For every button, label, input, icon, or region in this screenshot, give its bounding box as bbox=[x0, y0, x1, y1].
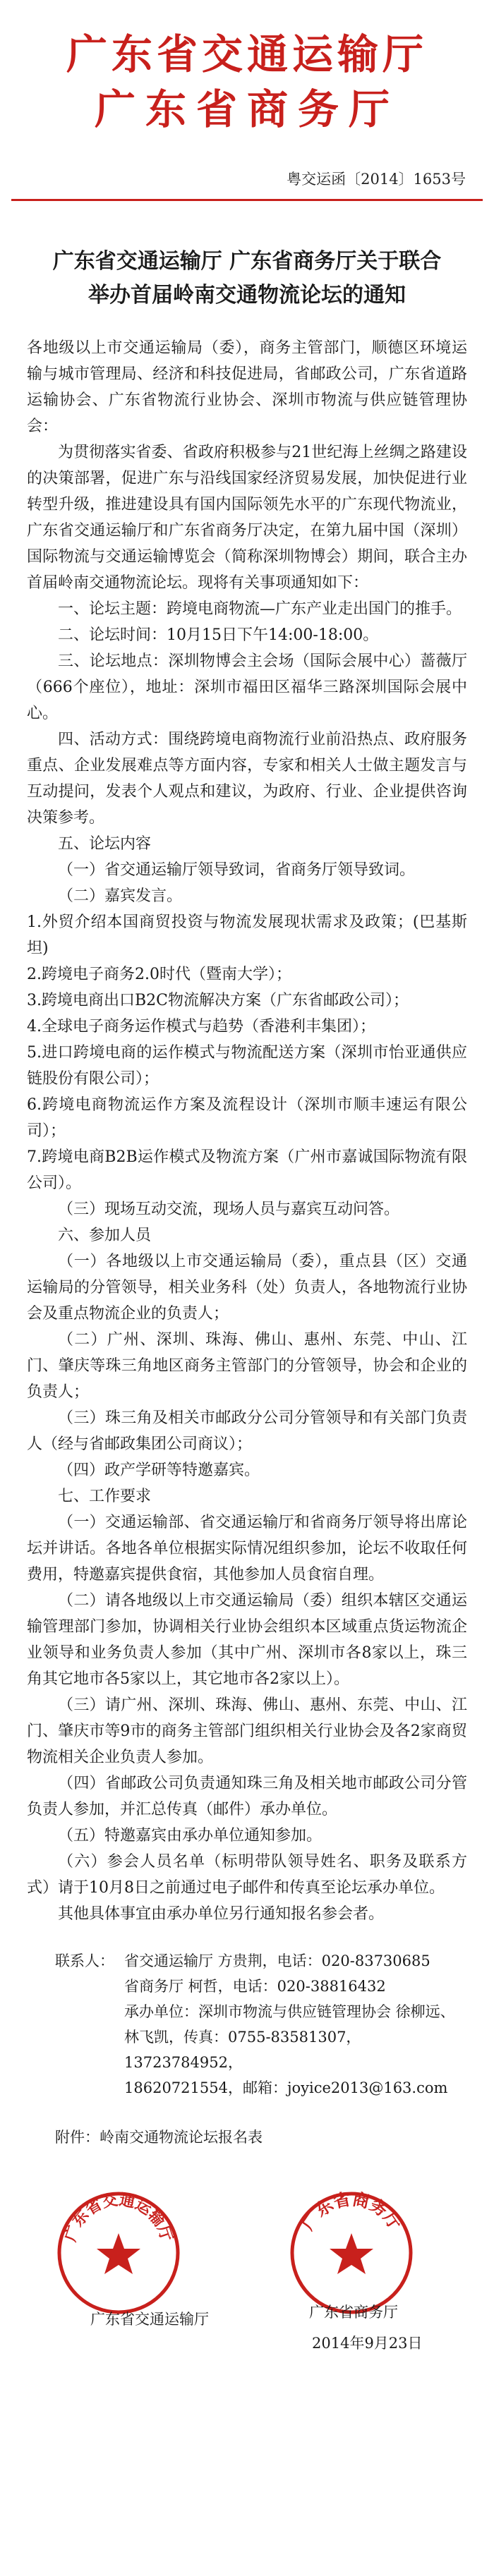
red-divider-line bbox=[11, 199, 483, 201]
section-participants-heading: 六、参加人员 bbox=[58, 1227, 152, 1244]
contact-transport: 省交通运输厅 方贵荆，电话：020-83730685 bbox=[124, 1952, 430, 1969]
commerce-seal-stamp bbox=[288, 2189, 415, 2316]
contacts-block bbox=[27, 1948, 467, 2101]
participants-item-1: （一）各地级以上市交通运输局（委），重点县（区）交通运输局的分管领导，相关业务科（处）负责人，各地物流行业协会及重点物流企业的负责人； bbox=[27, 1253, 467, 1323]
document-header bbox=[0, 0, 494, 137]
contact-organizer-fax: 林飞凯，传真：0755-83581307，13723784952， bbox=[124, 2029, 361, 2071]
issue-date: 2014年9月23日 bbox=[312, 2335, 423, 2352]
talk-item: 4.全球电子商务运作模式与趋势（香港利丰集团）； bbox=[27, 1018, 375, 1035]
intro-paragraph: 为贯彻落实省委、省政府积极参与21世纪海上丝绸之路建设的决策部署，促进广东与沿线国家经济贸易发展，加快促进行业转型升级，推进建设具有国内国际领先水平的广东现代物流业，广东省交通运输厅和广东省商务厅决定，在第九届中国（深圳）国际物流与交通运输博览会（简称深圳物博会）期间，联合主办首届岭南交通物流论坛。现将有关事项通知如下： bbox=[27, 444, 467, 592]
talk-item: 1.外贸介绍本国商贸投资与物流发展现状需求及政策；(巴基斯坦) bbox=[27, 913, 467, 957]
requirement-item-2: （二）请各地级以上市交通运输局（委）组织本辖区交通运输管理部门参加，协调相关行业协会组织本区域重点货运物流企业领导和业务负责人参加（其中广州、深圳市各8家以上，珠三角其它地市各5家以上，其它地市各2家以上）。 bbox=[27, 1592, 467, 1688]
talk-item: 6.跨境电商物流运作方案及流程设计（深圳市顺丰速运有限公司）； bbox=[27, 1096, 467, 1140]
seal-text: 广东省商务厅 bbox=[297, 2189, 406, 2234]
talk-item: 5.进口跨境电商的运作模式与物流配送方案（深圳市怡亚通供应链股份有限公司）； bbox=[27, 1044, 467, 1088]
signature-commerce: 广东省商务厅 bbox=[309, 2304, 398, 2321]
document-number: 粤交运函〔2014〕1653号 bbox=[287, 171, 466, 188]
requirement-item-1: （一）交通运输部、省交通运输厅和省商务厅领导将出席论坛并讲话。各地各单位根据实际情况组织参加，论坛不收取任何费用，特邀嘉宾提供食宿，其他参加人员食宿自理。 bbox=[27, 1514, 467, 1584]
talk-item: 3.跨境电商出口B2C物流解决方案（广东省邮政公司）； bbox=[27, 992, 409, 1009]
seal-block bbox=[0, 2175, 494, 2408]
contacts-label: 联系人： bbox=[55, 1952, 114, 1969]
closing-paragraph: 其他具体事宜由承办单位另行通知报名参会者。 bbox=[58, 1905, 385, 1923]
content-item-2: （二）嘉宾发言。 bbox=[58, 887, 183, 905]
requirement-item-4: （四）省邮政公司负责通知珠三角及相关地市邮政公司分管负责人参加，并汇总传真（邮件）承办单位。 bbox=[27, 1775, 467, 1818]
talk-item: 2.跨境电子商务2.0时代（暨南大学）； bbox=[27, 966, 291, 983]
contact-organizer-email: 18620721554，邮箱：joyice2013@163.com bbox=[124, 2079, 448, 2096]
talk-item: 7.跨境电商B2B运作模式及物流方案（广州市嘉诚国际物流有限公司）。 bbox=[27, 1148, 467, 1192]
contact-row bbox=[27, 1948, 467, 1974]
requirement-item-5: （五）特邀嘉宾由承办单位通知参加。 bbox=[58, 1827, 323, 1845]
signature-transport: 广东省交通运输厅 bbox=[90, 2311, 209, 2328]
section-venue: 三、论坛地点：深圳物博会主会场（国际会展中心）蔷薇厅（666个座位），地址：深圳市福田区福华三路深圳国际会展中心。 bbox=[27, 652, 467, 722]
document-title bbox=[37, 245, 457, 312]
section-theme: 一、论坛主题：跨境电商物流—广东产业走出国门的推手。 bbox=[58, 600, 462, 618]
content-item-3: （三）现场互动交流，现场人员与嘉宾互动问答。 bbox=[58, 1201, 400, 1218]
requirement-item-6: （六）参会人员名单（标明带队领导姓名、职务及联系方式）请于10月8日之前通过电子邮件和传真至论坛承办单位。 bbox=[27, 1853, 467, 1897]
content-item-1: （一）省交通运输厅领导致词，省商务厅领导致词。 bbox=[58, 861, 416, 879]
header-agency-commerce: 广东省商务厅 bbox=[94, 85, 399, 133]
title-line-2: 举办首届岭南交通物流论坛的通知 bbox=[88, 283, 406, 308]
contact-commerce: 省商务厅 柯哲，电话：020-38816432 bbox=[124, 1978, 386, 1995]
svg-text:广东省商务厅 bbox=[297, 2189, 406, 2234]
document-body bbox=[27, 335, 467, 1927]
transport-seal-stamp bbox=[55, 2189, 182, 2316]
header-agency-transport: 广东省交通运输厅 bbox=[66, 30, 428, 78]
attachment-note: 附件：岭南交通物流论坛报名表 bbox=[55, 2129, 263, 2146]
requirement-item-3: （三）请广州、深圳、珠海、佛山、惠州、东莞、中山、江门、肇庆市等9市的商务主管部门组织相关行业协会及各2家商贸物流相关企业负责人参加。 bbox=[27, 1696, 467, 1766]
participants-item-3: （三）珠三角及相关市邮政分公司分管领导和有关部门负责人（经与省邮政集团公司商议）； bbox=[27, 1409, 467, 1453]
section-content-heading: 五、论坛内容 bbox=[58, 835, 152, 853]
title-line-1: 广东省交通运输厅 广东省商务厅关于联合 bbox=[52, 249, 442, 274]
participants-item-2: （二）广州、深圳、珠海、佛山、惠州、东莞、中山、江门、肇庆等珠三角地区商务主管部门的分管领导，协会和企业的负责人； bbox=[27, 1331, 467, 1401]
contact-organizer: 承办单位：深圳市物流与供应链管理协会 徐柳远、 bbox=[124, 2003, 455, 2020]
seal-text: 广东省交通运输厅 bbox=[61, 2190, 176, 2244]
participants-item-4: （四）政产学研等特邀嘉宾。 bbox=[58, 1462, 260, 1479]
recipients: 各地级以上市交通运输局（委），商务主管部门，顺德区环境运输与城市管理局、经济和科技促进局，省邮政公司，广东省道路运输协会、广东省物流行业协会、深圳市物流与供应链管理协会： bbox=[27, 339, 467, 435]
section-requirements-heading: 七、工作要求 bbox=[58, 1488, 152, 1505]
section-format: 四、活动方式：围绕跨境电商物流行业前沿热点、政府服务重点、企业发展难点等方面内容，专家和相关人士做主题发言与互动提问，发表个人观点和建议，为政府、行业、企业提供咨询决策参考。 bbox=[27, 731, 467, 827]
section-time: 二、论坛时间：10月15日下午14:00-18:00。 bbox=[58, 626, 379, 644]
